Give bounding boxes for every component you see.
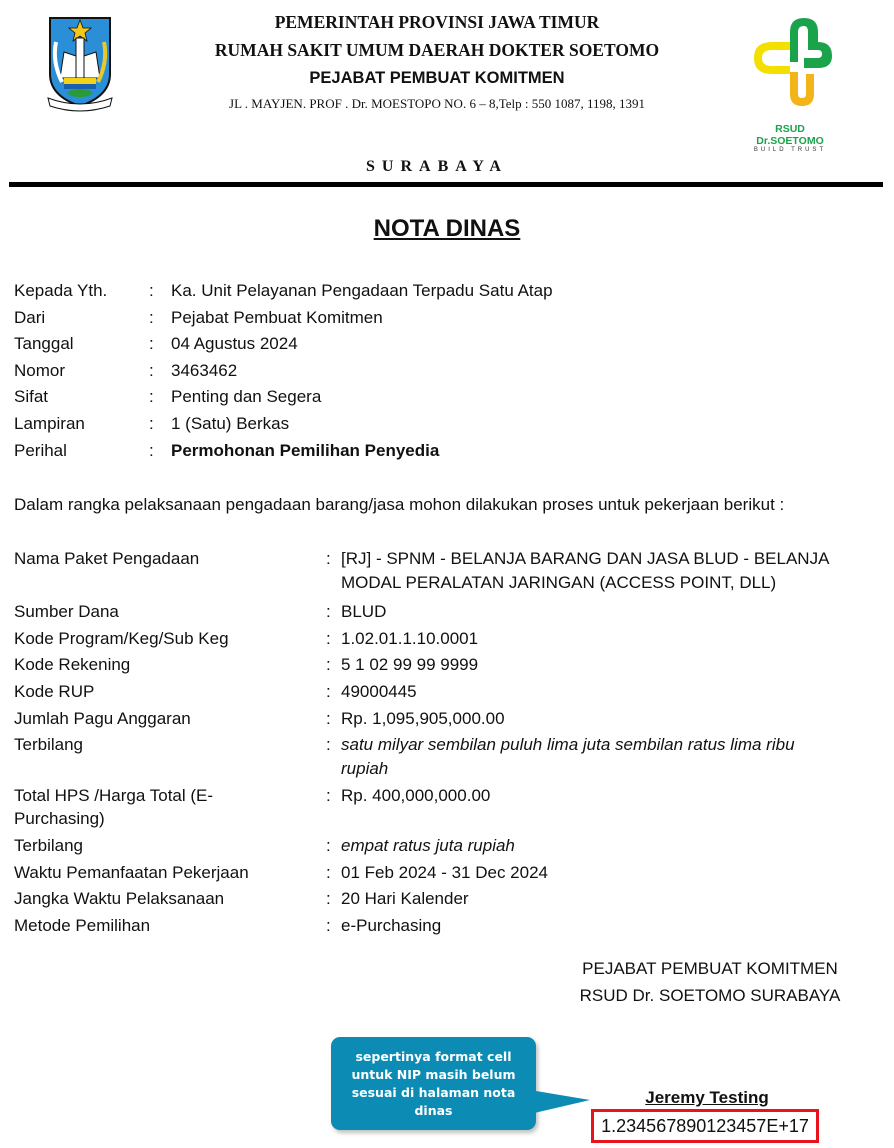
procurement-details <box>14 547 884 941</box>
header-address: JL . MAYJEN. PROF . Dr. MOESTOPO NO. 6 – 8,Telp : 550 1087, 1198, 1391 <box>229 96 645 111</box>
signature-position: PEJABAT PEMBUAT KOMITMEN <box>582 959 838 978</box>
meta-row-nomor: Nomor : 3463462 <box>14 358 553 385</box>
meta-label: Dari <box>14 307 46 327</box>
header-city: SURABAYA <box>366 158 508 175</box>
meta-label: Tanggal <box>14 334 74 354</box>
detail-row-waktu: Waktu Pemanfaatan Pekerjaan : 01 Feb 2024 - 31 Dec 2024 <box>14 862 548 882</box>
meta-row-kepada: Kepada Yth. : Ka. Unit Pelayanan Pengadaan Terpadu Satu Atap <box>14 278 553 305</box>
rsud-soetomo-logo-icon <box>744 12 836 112</box>
meta-row-tanggal: Tanggal : 04 Agustus 2024 <box>14 331 553 358</box>
jawa-timur-emblem-icon <box>44 12 116 112</box>
intro-paragraph: Dalam rangka pelaksanaan pengadaan barang/jasa mohon dilakukan proses untuk pekerjaan berikut : <box>14 495 785 514</box>
meta-row-perihal: Perihal : Permohonan Pemilihan Penyedia <box>14 438 553 465</box>
meta-row-sifat: Sifat : Penting dan Segera <box>14 384 553 411</box>
meta-label: Lampiran <box>14 413 85 433</box>
meta-value: Penting dan Segera <box>171 387 322 407</box>
signature-institution: RSUD Dr. SOETOMO SURABAYA <box>579 986 841 1005</box>
detail-row-sumber-dana: Sumber Dana : BLUD <box>14 602 387 621</box>
header-hospital: RUMAH SAKIT UMUM DAERAH DOKTER SOETOMO <box>214 40 660 60</box>
header-divider <box>9 182 883 187</box>
meta-label: Nomor <box>14 360 66 380</box>
annotation-callout: sepertinya format cell untuk NIP masih belum sesuai di halaman nota dinas <box>331 1037 536 1130</box>
detail-row-kode-rup: Kode RUP : 49000445 <box>14 682 417 702</box>
logo-name: RSUD Dr.SOETOMO <box>756 123 824 147</box>
meta-value: Ka. Unit Pelayanan Pengadaan Terpadu Satu Atap <box>171 281 553 300</box>
detail-row-nama-paket: Nama Paket Pengadaan : [RJ] - SPNM - BELANJA BARANG DAN JASA BLUD - BELANJA MODAL PERALATAN JARINGAN (ACCESS POINT, DLL) <box>14 549 829 592</box>
meta-value: Permohonan Pemilihan Penyedia <box>171 440 440 460</box>
detail-row-total-hps: Total HPS /Harga Total (E-Purchasing) : Rp. 400,000,000.00 <box>14 785 491 829</box>
header-office: PEJABAT PEMBUAT KOMITMEN <box>309 69 565 87</box>
annotation-callout-pointer <box>530 1090 590 1114</box>
signer-name: Jeremy Testing <box>645 1088 769 1107</box>
detail-row-terbilang-pagu: Terbilang : satu milyar sembilan puluh lima juta sembilan ratus lima ribu rupiah <box>14 735 795 778</box>
memo-meta <box>14 278 553 464</box>
detail-row-metode: Metode Pemilihan : e-Purchasing <box>14 915 442 935</box>
document-title: NOTA DINAS <box>373 215 521 242</box>
meta-value: 04 Agustus 2024 <box>171 334 298 354</box>
meta-value: Pejabat Pembuat Komitmen <box>171 307 383 327</box>
detail-row-terbilang-hps: Terbilang : empat ratus juta rupiah <box>14 835 515 855</box>
detail-row-jangka-waktu: Jangka Waktu Pelaksanaan : 20 Hari Kalender <box>14 889 469 909</box>
meta-label: Kepada Yth. <box>14 281 108 300</box>
meta-label: Sifat <box>14 387 49 407</box>
meta-value: 1 (Satu) Berkas <box>171 413 290 433</box>
letterhead <box>0 0 894 190</box>
meta-row-dari: Dari : Pejabat Pembuat Komitmen <box>14 305 553 332</box>
rsud-soetomo-logo <box>744 12 836 153</box>
signature-block <box>540 955 880 1009</box>
detail-row-kode-program: Kode Program/Keg/Sub Keg : 1.02.01.1.10.0001 <box>14 628 479 648</box>
header-government: PEMERINTAH PROVINSI JAWA TIMUR <box>274 12 600 32</box>
detail-row-pagu: Jumlah Pagu Anggaran : Rp. 1,095,905,000.00 <box>14 708 505 728</box>
logo-tagline: BUILD TRUST <box>753 147 827 153</box>
meta-label: Perihal <box>14 440 67 460</box>
signer-nip-highlighted: 1.234567890123457E+17 <box>591 1109 819 1143</box>
meta-row-lampiran: Lampiran : 1 (Satu) Berkas <box>14 411 553 438</box>
detail-row-kode-rekening: Kode Rekening : 5 1 02 99 99 9999 <box>14 655 479 675</box>
meta-value: 3463462 <box>171 360 238 380</box>
